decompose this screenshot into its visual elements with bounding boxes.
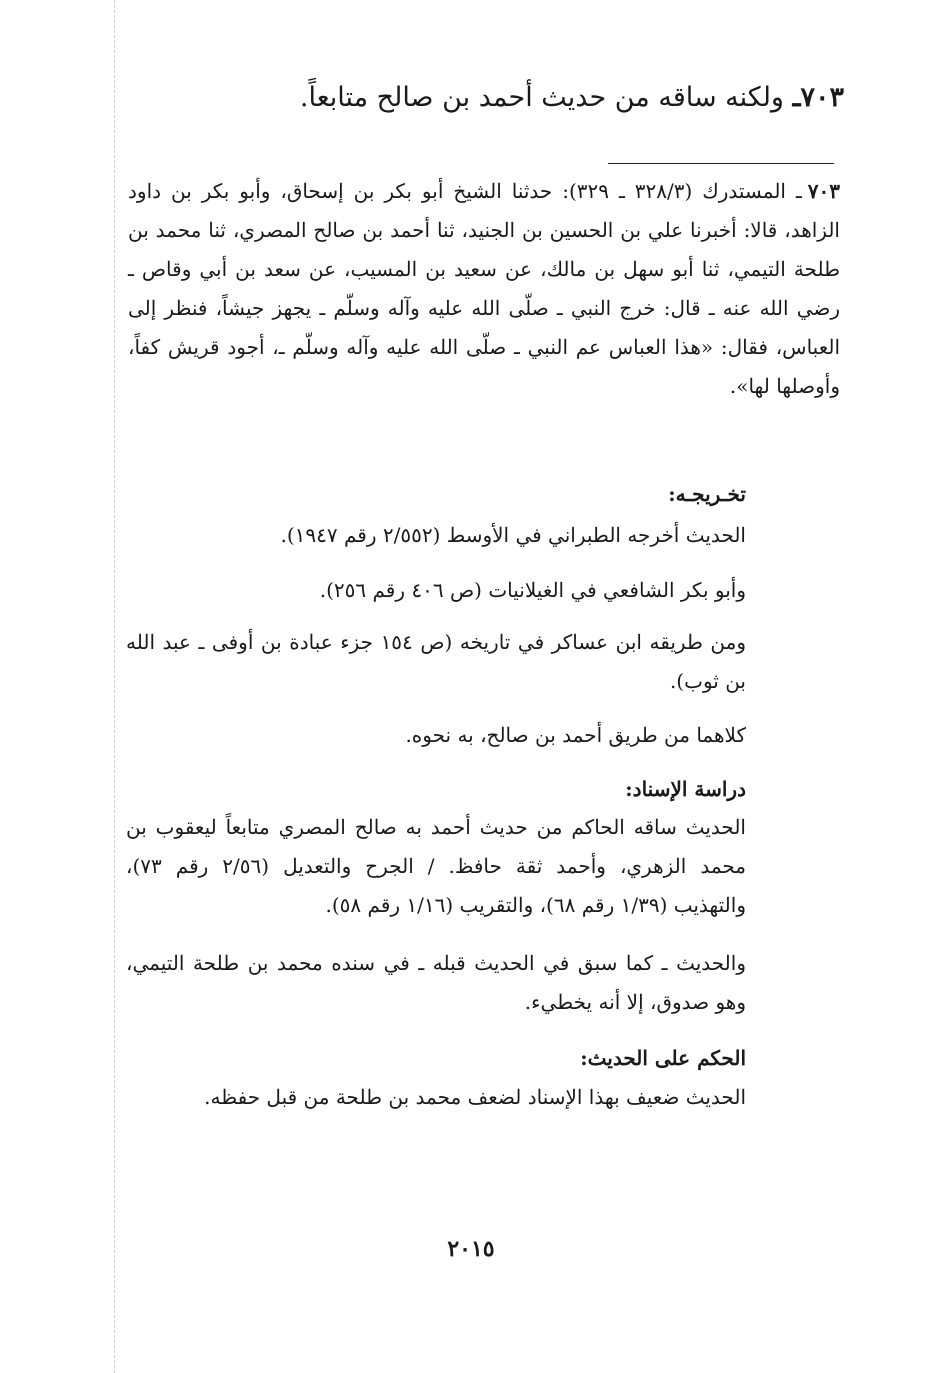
takhrij-paragraph-3: ومن طريقه ابن عساكر في تاريخه (ص ١٥٤ جزء عبادة بن أوفى ـ عبد الله بن ثوب). (126, 630, 746, 693)
footnote-paragraph (128, 172, 840, 406)
hukm-paragraph-1: الحديث ضعيف بهذا الإسناد لضعف محمد بن طلحة من قبل حفظه. (204, 1085, 746, 1109)
takhrij-paragraph-4: كلاهما من طريق أحمد بن صالح، به نحوه. (405, 723, 746, 747)
isnad-heading: دراسة الإسناد: (625, 777, 746, 801)
main-text: ولكنه ساقه من حديث أحمد بن صالح متابعاً. (299, 82, 784, 113)
footnote-number: ٧٠٣ (807, 179, 841, 203)
isnad-paragraph-2: والحديث ـ كما سبق في الحديث قبله ـ في سنده محمد بن طلحة التيمي، وهو صدوق، إلا أنه يخطيء. (126, 951, 746, 1014)
takhrij-heading: تخـريجـه: (668, 482, 746, 506)
footnote-text: ـ المستدرك (٣٢٨/٣ ـ ٣٢٩): حدثنا الشيخ أبو بكر بن إسحاق، وأبو بكر بن داود الزاهد، قالا: أخبرنا علي بن الحسين بن الجنيد، ثنا أحمد بن صالح المصري، ثنا محمد بن طلحة التيمي، ثنا أبو سهل بن مالك، عن سعيد بن المسيب، عن سعد بن أبي وقاص ـ رضي الله عنه ـ قال: خرج النبي ـ صلّى الله عليه وآله وسلّم ـ يجهز جيشاً، فنظر إلى العباس، فقال: «هذا العباس عم النبي ـ صلّى الله عليه وآله وسلّم ـ، أجود قريش كفاً، وأوصلها لها». (128, 179, 841, 398)
takhrij-paragraph-1: الحديث أخرجه الطبراني في الأوسط (٢/٥٥٢ رقم ١٩٤٧). (280, 523, 746, 547)
isnad-paragraph-1: الحديث ساقه الحاكم من حديث أحمد به صالح المصري متابعاً ليعقوب بن محمد الزهري، وأحمد ثقة حافظ. / الجرح والتعديل (٢/٥٦ رقم ٧٣)، والتهذيب (١/٣٩ رقم ٦٨)، والتقريب (١/١٦ رقم ٥٨). (126, 815, 747, 917)
main-dash: ـ (792, 82, 801, 113)
hukm-heading: الحكم على الحديث: (580, 1046, 746, 1070)
main-number: ٧٠٣ (800, 82, 844, 113)
page-number: ٢٠١٥ (447, 1236, 495, 1262)
main-text-line (124, 78, 844, 118)
takhrij-paragraph-2: وأبو بكر الشافعي في الغيلانيات (ص ٤٠٦ رقم ٢٥٦). (319, 578, 746, 602)
footnote-separator (608, 163, 834, 164)
